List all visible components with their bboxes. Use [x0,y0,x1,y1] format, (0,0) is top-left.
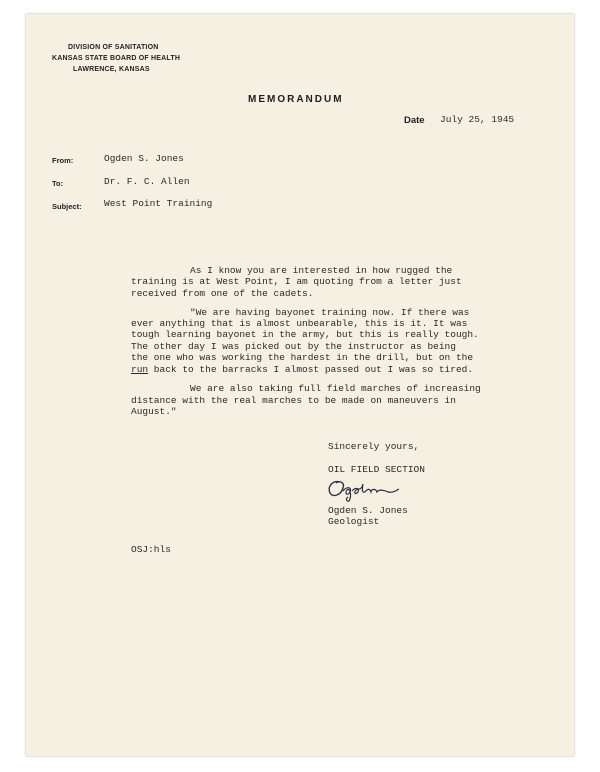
body-line: We are also taking full field marches of increasing [190,383,481,394]
body-line: As I know you are interested in how rugged the [190,265,453,276]
quote-line-last [131,364,473,375]
from-value: Ogden S. Jones [104,153,184,164]
quote-line: tough learning bayonet in the army, but this is really tough. [131,329,479,340]
date-label: Date [404,115,425,126]
signer-title: Geologist [328,516,380,527]
reference-initials: OSJ:hls [131,544,171,555]
handwritten-signature [324,476,400,502]
closing-salutation: Sincerely yours, [328,441,420,452]
quote-line: The other day I was picked out by the instructor as being [131,341,456,352]
quote-line: ever anything that is almost unbearable, this is it. It was [131,318,468,329]
quote-line-rest: back to the barracks I almost passed out I was so tired. [148,364,474,375]
signer-name: Ogden S. Jones [328,505,408,516]
body-line: August." [131,406,177,417]
underlined-word: run [131,364,149,375]
date-value: July 25, 1945 [440,114,515,125]
body-line: received from one of the cadets. [131,288,314,299]
from-label: From: [52,156,74,165]
letterhead-board: KANSAS STATE BOARD OF HEALTH [52,55,181,62]
to-label: To: [52,179,64,188]
body-line: distance with the real marches to be made on maneuvers in [131,395,456,406]
body-line: training is at West Point, I am quoting from a letter just [131,276,462,287]
subject-label: Subject: [52,202,82,211]
quote-line: the one who was working the hardest in the drill, but on the [131,352,474,363]
letterhead-location: LAWRENCE, KANSAS [73,66,150,73]
subject-value: West Point Training [104,198,213,209]
quote-line: "We are having bayonet training now. If there was [190,307,470,318]
memo-title: MEMORANDUM [248,94,344,105]
closing-section: OIL FIELD SECTION [328,464,425,475]
to-value: Dr. F. C. Allen [104,176,190,187]
letterhead-division: DIVISION OF SANITATION [68,44,159,51]
